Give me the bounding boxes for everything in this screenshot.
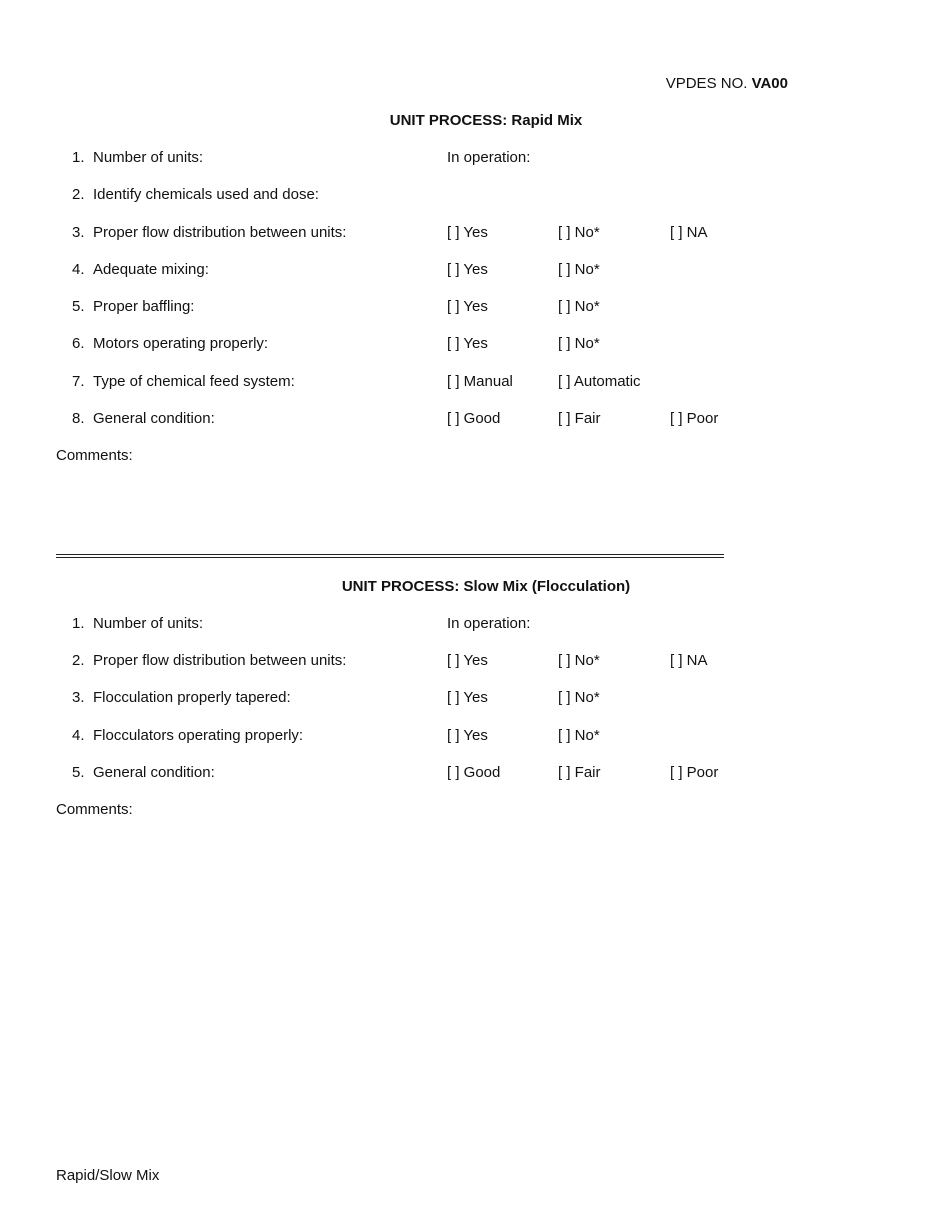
page-footer: Rapid/Slow Mix bbox=[56, 1167, 160, 1184]
rapid-mix-item-1 bbox=[0, 149, 950, 167]
option-no-checkbox[interactable]: [ ] No* bbox=[558, 298, 600, 315]
item-number: 6. bbox=[72, 335, 85, 352]
rapid-mix-item-7 bbox=[0, 373, 950, 391]
item-label: Flocculators operating properly: bbox=[93, 727, 304, 744]
rapid-mix-item-4 bbox=[0, 261, 950, 279]
slow-mix-item-4 bbox=[0, 727, 950, 745]
item-label: Proper flow distribution between units: bbox=[93, 652, 347, 669]
option-yes-checkbox[interactable]: [ ] Yes bbox=[447, 224, 488, 241]
slow-mix-item-5 bbox=[0, 764, 950, 782]
item-number: 4. bbox=[72, 261, 85, 278]
option-yes-checkbox[interactable]: [ ] Yes bbox=[447, 298, 488, 315]
option-good-checkbox[interactable]: [ ] Good bbox=[447, 410, 501, 427]
item-label: Proper baffling: bbox=[93, 298, 195, 315]
option-fair-checkbox[interactable]: [ ] Fair bbox=[558, 410, 601, 427]
option-no-checkbox[interactable]: [ ] No* bbox=[558, 689, 600, 706]
option-yes-checkbox[interactable]: [ ] Yes bbox=[447, 727, 488, 744]
item-label: Identify chemicals used and dose: bbox=[93, 186, 319, 203]
slow-mix-item-3 bbox=[0, 689, 950, 707]
option-no-checkbox[interactable]: [ ] No* bbox=[558, 261, 600, 278]
option-yes-checkbox[interactable]: [ ] Yes bbox=[447, 689, 488, 706]
option-automatic-checkbox[interactable]: [ ] Automatic bbox=[558, 373, 641, 390]
option-na-checkbox[interactable]: [ ] NA bbox=[670, 652, 708, 669]
option-no-checkbox[interactable]: [ ] No* bbox=[558, 224, 600, 241]
item-number: 4. bbox=[72, 727, 85, 744]
item-number: 2. bbox=[72, 652, 85, 669]
option-no-checkbox[interactable]: [ ] No* bbox=[558, 652, 600, 669]
in-operation-label: In operation: bbox=[447, 615, 531, 632]
item-label: Adequate mixing: bbox=[93, 261, 209, 278]
item-number: 5. bbox=[72, 764, 85, 781]
option-yes-checkbox[interactable]: [ ] Yes bbox=[447, 652, 488, 669]
item-label: Type of chemical feed system: bbox=[93, 373, 295, 390]
vpdes-value: VA00 bbox=[751, 75, 788, 92]
item-label: Number of units: bbox=[93, 149, 204, 166]
option-no-checkbox[interactable]: [ ] No* bbox=[558, 727, 600, 744]
option-manual-checkbox[interactable]: [ ] Manual bbox=[447, 373, 513, 390]
item-label: Number of units: bbox=[93, 615, 204, 632]
slow-mix-comments-label: Comments: bbox=[56, 801, 133, 818]
option-yes-checkbox[interactable]: [ ] Yes bbox=[447, 335, 488, 352]
option-no-checkbox[interactable]: [ ] No* bbox=[558, 335, 600, 352]
item-label: Motors operating properly: bbox=[93, 335, 269, 352]
rapid-mix-comments-label: Comments: bbox=[56, 447, 133, 464]
rapid-mix-item-3 bbox=[0, 224, 950, 242]
item-number: 8. bbox=[72, 410, 85, 427]
rapid-mix-item-6 bbox=[0, 335, 950, 353]
item-number: 5. bbox=[72, 298, 85, 315]
option-poor-checkbox[interactable]: [ ] Poor bbox=[670, 764, 719, 781]
rapid-mix-item-2 bbox=[0, 186, 950, 204]
item-label: Flocculation properly tapered: bbox=[93, 689, 291, 706]
slow-mix-item-1 bbox=[0, 615, 950, 633]
item-number: 3. bbox=[72, 689, 85, 706]
vpdes-number bbox=[666, 75, 788, 93]
rapid-mix-title: UNIT PROCESS: Rapid Mix bbox=[389, 112, 583, 129]
item-number: 1. bbox=[72, 615, 85, 632]
option-good-checkbox[interactable]: [ ] Good bbox=[447, 764, 501, 781]
item-number: 1. bbox=[72, 149, 85, 166]
item-number: 2. bbox=[72, 186, 85, 203]
item-number: 3. bbox=[72, 224, 85, 241]
slow-mix-title: UNIT PROCESS: Slow Mix (Flocculation) bbox=[341, 578, 631, 595]
item-label: General condition: bbox=[93, 764, 215, 781]
rapid-mix-item-8 bbox=[0, 410, 950, 428]
option-fair-checkbox[interactable]: [ ] Fair bbox=[558, 764, 601, 781]
in-operation-label: In operation: bbox=[447, 149, 531, 166]
item-label: General condition: bbox=[93, 410, 215, 427]
option-na-checkbox[interactable]: [ ] NA bbox=[670, 224, 708, 241]
slow-mix-item-2 bbox=[0, 652, 950, 670]
vpdes-label: VPDES NO. bbox=[665, 75, 748, 92]
item-number: 7. bbox=[72, 373, 85, 390]
item-label: Proper flow distribution between units: bbox=[93, 224, 347, 241]
rapid-mix-item-5 bbox=[0, 298, 950, 316]
section-divider bbox=[56, 554, 724, 558]
option-poor-checkbox[interactable]: [ ] Poor bbox=[670, 410, 719, 427]
option-yes-checkbox[interactable]: [ ] Yes bbox=[447, 261, 488, 278]
